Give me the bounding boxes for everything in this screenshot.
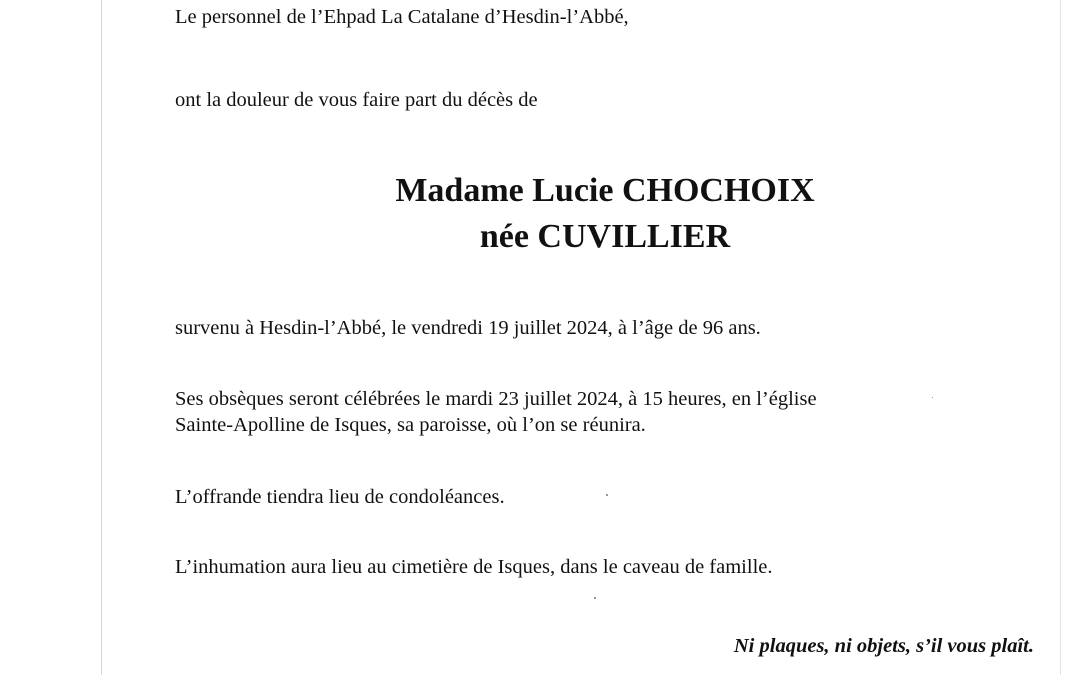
intro-text: Le personnel de l’Ehpad La Catalane d’Hesdin-l’Abbé,	[175, 6, 629, 28]
page-left-edge	[101, 0, 102, 675]
maiden-name: née CUVILLIER	[479, 218, 731, 255]
scan-speck	[594, 597, 596, 599]
scan-speck	[932, 397, 933, 398]
page-right-edge	[1060, 0, 1061, 675]
deceased-name: Madame Lucie CHOCHOIX	[395, 172, 815, 209]
scan-speck	[606, 494, 608, 496]
funeral-details-line-2: Sainte-Apolline de Isques, sa paroisse, où l’on se réunira.	[175, 414, 646, 436]
funeral-details-line-1: Ses obsèques seront célébrées le mardi 23 juillet 2024, à 15 heures, en l’église	[175, 388, 817, 410]
death-details-text: survenu à Hesdin-l’Abbé, le vendredi 19 juillet 2024, à l’âge de 96 ans.	[175, 317, 761, 339]
announcement-text: ont la douleur de vous faire part du décès de	[175, 89, 538, 111]
offering-text: L’offrande tiendra lieu de condoléances.	[175, 486, 505, 508]
burial-text: L’inhumation aura lieu au cimetière de Isques, dans le caveau de famille.	[175, 556, 773, 578]
closing-request: Ni plaques, ni objets, s’il vous plaît.	[733, 635, 1034, 657]
